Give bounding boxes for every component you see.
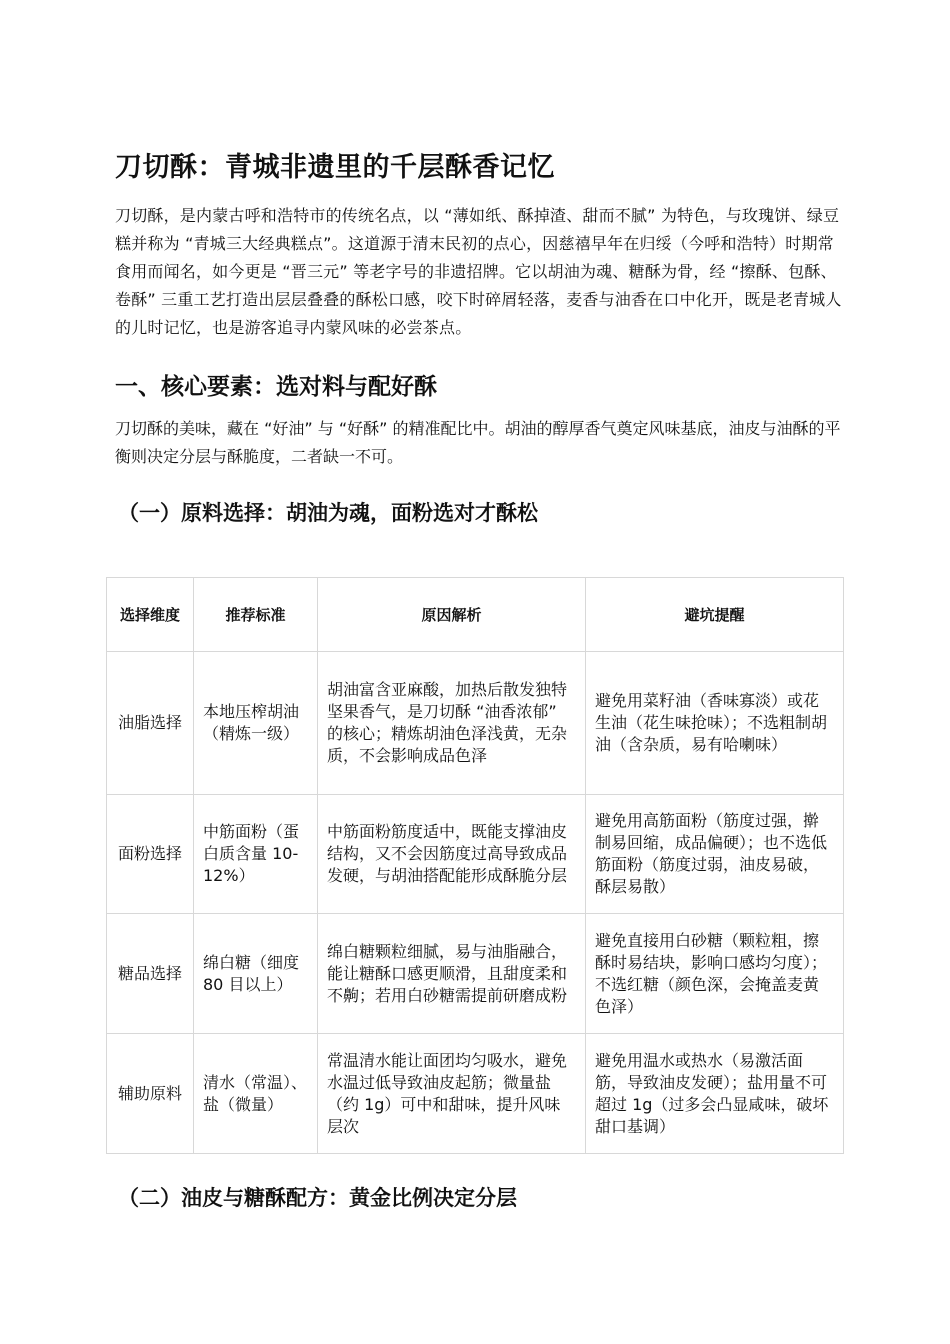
table-cell-reason: 胡油富含亚麻酸，加热后散发独特坚果香气，是刀切酥 “油香浓郁” 的核心；精炼胡油色泽浅黄，无杂质，不会影响成品色泽 [318, 652, 586, 795]
table-cell-standard: 绵白糖（细度 80 目以上） [194, 914, 318, 1034]
table-cell-tip: 避免用温水或热水（易激活面筋，导致油皮发硬）；盐用量不可超过 1g（过多会凸显咸味，破坏甜口基调） [586, 1034, 844, 1154]
table-cell-standard: 本地压榨胡油（精炼一级） [194, 652, 318, 795]
table-row [107, 795, 844, 914]
column-header: 推荐标准 [194, 578, 318, 652]
column-header: 选择维度 [107, 578, 194, 652]
subsection-heading-recipe: （二）油皮与糖酥配方：黄金比例决定分层 [118, 1186, 517, 1210]
table-cell-dimension: 辅助原料 [107, 1034, 194, 1154]
table-cell-reason: 绵白糖颗粒细腻，易与油脂融合，能让糖酥口感更顺滑，且甜度柔和不齁；若用白砂糖需提前研磨成粉 [318, 914, 586, 1034]
table-cell-standard: 清水（常温）、盐（微量） [194, 1034, 318, 1154]
table-cell-standard: 中筋面粉（蛋白质含量 10-12%） [194, 795, 318, 914]
table-cell-reason: 常温清水能让面团均匀吸水，避免水温过低导致油皮起筋；微量盐（约 1g）可中和甜味，提升风味层次 [318, 1034, 586, 1154]
section-paragraph: 刀切酥的美味，藏在 “好油” 与 “好酥” 的精准配比中。胡油的醇厚香气奠定风味基底，油皮与油酥的平衡则决定分层与酥脆度，二者缺一不可。 [115, 419, 841, 466]
page-title: 刀切酥：青城非遗里的千层酥香记忆 [115, 152, 555, 183]
table-row [107, 914, 844, 1034]
table-cell-tip: 避免用菜籽油（香味寡淡）或花生油（花生味抢味）；不选粗制胡油（含杂质，易有哈喇味） [586, 652, 844, 795]
ingredients-table [106, 577, 844, 1154]
table-cell-tip: 避免直接用白砂糖（颗粒粗，擦酥时易结块，影响口感均匀度）；不选红糖（颜色深，会掩盖麦黄色泽） [586, 914, 844, 1034]
intro-paragraph: 刀切酥，是内蒙古呼和浩特市的传统名点，以 “薄如纸、酥掉渣、甜而不腻” 为特色，与玫瑰饼、绿豆糕并称为 “青城三大经典糕点”。这道源于清末民初的点心，因慈禧早年在归绥（今呼和浩特）时期常食用而闻名，如今更是 “晋三元” 等老字号的非遗招牌。它以胡油为魂、糖酥为骨，经 “擦酥、包酥、卷酥” 三重工艺打造出层层叠叠的酥松口感，咬下时碎屑轻落，麦香与油香在口中化开，既是老青城人的儿时记忆，也是游客追寻内蒙风味的必尝茶点。 [115, 206, 842, 337]
table-cell-dimension: 面粉选择 [107, 795, 194, 914]
table-row [107, 652, 844, 795]
table-cell-dimension: 油脂选择 [107, 652, 194, 795]
table-header-row [107, 578, 844, 652]
table-cell-dimension: 糖品选择 [107, 914, 194, 1034]
column-header: 原因解析 [318, 578, 586, 652]
table-cell-reason: 中筋面粉筋度适中，既能支撑油皮结构，又不会因筋度过高导致成品发硬，与胡油搭配能形成酥脆分层 [318, 795, 586, 914]
table-row [107, 1034, 844, 1154]
table-cell-tip: 避免用高筋面粉（筋度过强，擀制易回缩，成品偏硬）；也不选低筋面粉（筋度过弱，油皮易破，酥层易散） [586, 795, 844, 914]
column-header: 避坑提醒 [586, 578, 844, 652]
section-heading: 一、核心要素：选对料与配好酥 [115, 374, 437, 400]
subsection-heading-ingredients: （一）原料选择：胡油为魂，面粉选对才酥松 [118, 501, 538, 525]
